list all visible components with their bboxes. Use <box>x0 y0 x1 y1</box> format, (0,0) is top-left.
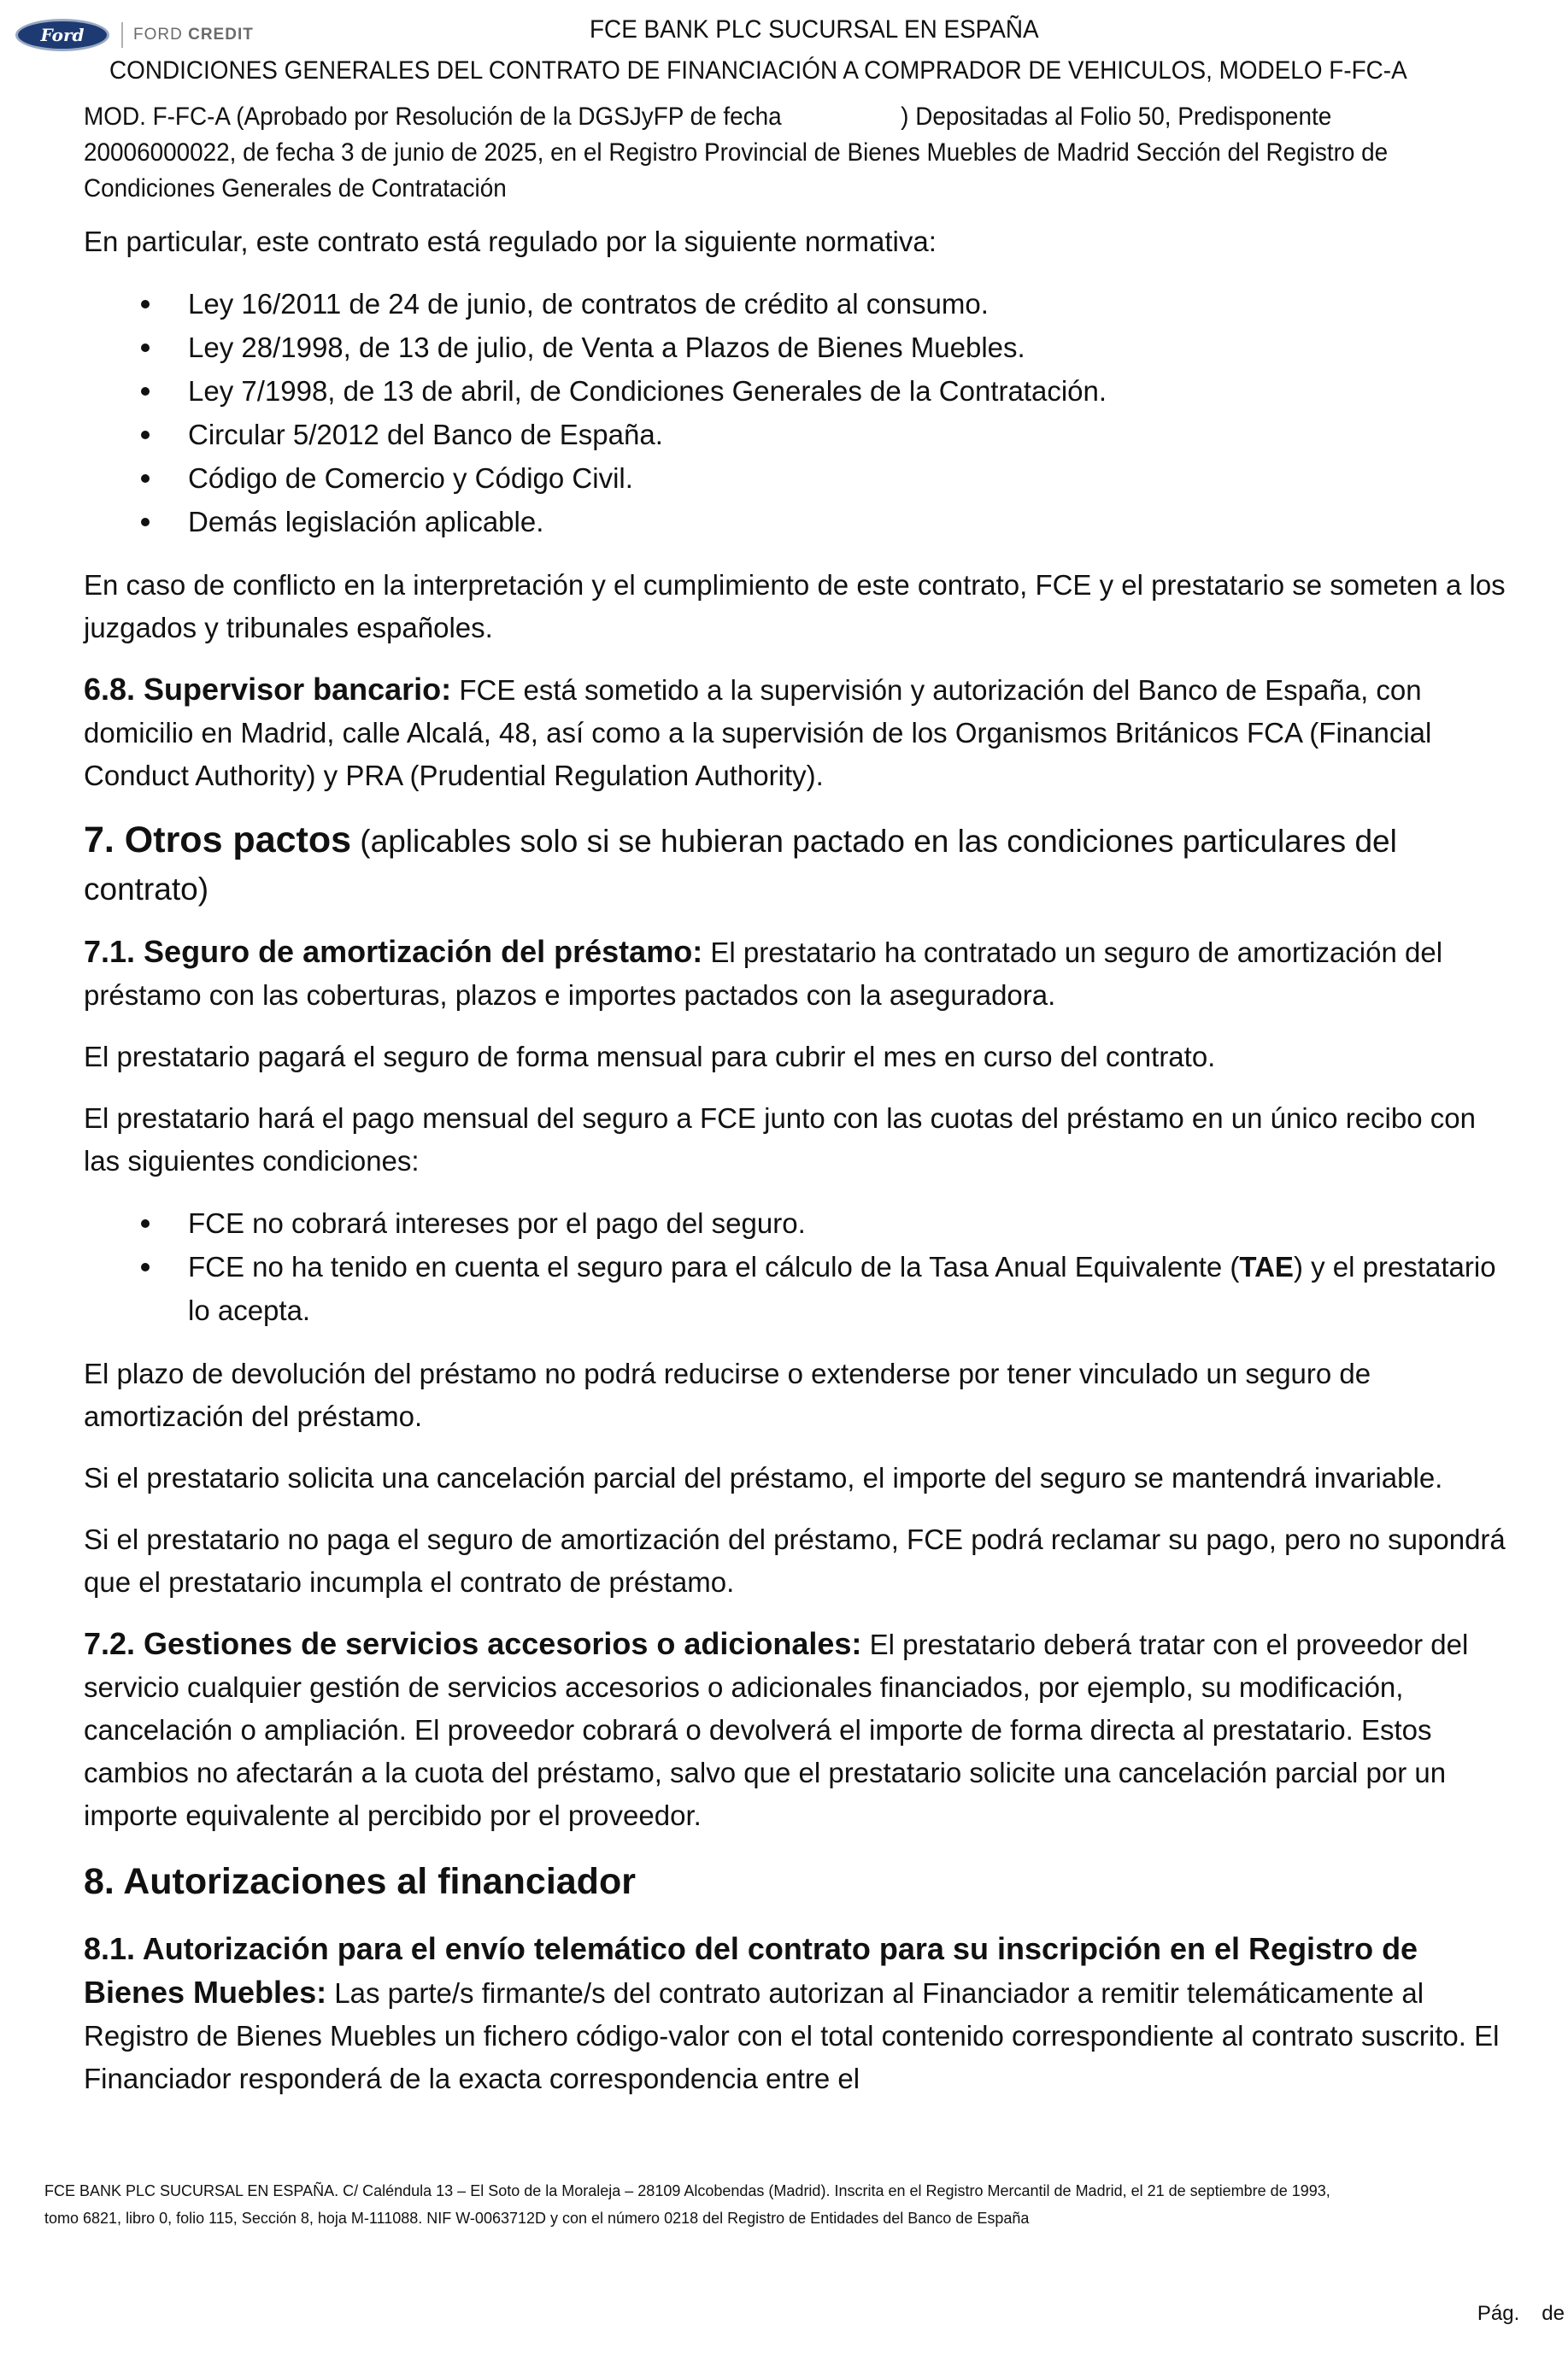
tae-label: TAE <box>1239 1251 1294 1283</box>
ford-logo-text: Ford <box>40 25 85 45</box>
page-number <box>1477 2302 1565 2326</box>
section-7-1-paragraph-2: El prestatario pagará el seguro de forma mensual para cubrir el mes en curso del contrato. <box>84 1041 1216 1072</box>
section-7-text: (aplicables solo si se hubieran pactado en las condiciones particulares del contrato) <box>84 824 1397 907</box>
registration-line-3: Condiciones Generales de Contratación <box>84 174 507 203</box>
insurance-condition-item: FCE no cobrará intereses por el pago del seguro. <box>188 1201 1519 1245</box>
section-8-heading: 8. Autorizaciones al financiador <box>84 1861 636 1902</box>
registration-line-1b: ) Depositadas al Folio 50, Predisponente <box>901 103 1332 131</box>
registration-info <box>84 99 1451 207</box>
document-body <box>84 220 1519 2119</box>
ford-credit-brand: FORD <box>133 26 183 44</box>
section-8-1-heading: 8.1. Autorización para el envío telemático del contrato para su inscripción en el Registro de Bienes Muebles: <box>84 1931 1418 2010</box>
page-footer <box>44 2177 1531 2232</box>
section-7-1 <box>84 931 1519 1017</box>
bank-title: FCE BANK PLC SUCURSAL EN ESPAÑA <box>590 15 1039 44</box>
section-7-heading: 7. Otros pactos <box>84 819 352 860</box>
law-item: Demás legislación aplicable. <box>188 500 1519 543</box>
ford-credit-word: CREDIT <box>188 26 254 44</box>
law-item: Ley 7/1998, de 13 de abril, de Condiciones Generales de la Contratación. <box>188 369 1519 413</box>
section-7-2-text: El prestatario deberá tratar con el proveedor del servicio cualquier gestión de servicios accesorios o adicionales financiados, por ejemplo, su modificación, cancelación o ampliación. El proveedor cobrará o devolverá el importe de forma directa al prestatario. Estos cambios no afectarán a la cuota del préstamo, salvo que el prestatario solicite una cancelación parcial por un importe equivalente al percibido por el proveedor. <box>84 1629 1469 1831</box>
jurisdiction-paragraph: En caso de conflicto en la interpretación y el cumplimiento de este contrato, FCE y el prestatario se someten a los juzgados y tribunales españoles. <box>84 569 1506 643</box>
section-6-8-text: FCE está sometido a la supervisión y autorización del Banco de España, con domicilio en Madrid, calle Alcalá, 48, así como a la supervisión de los Organismos Británicos FCA (Financial Conduct Authority) y PRA (Prudential Regulation Authority). <box>84 674 1432 791</box>
insurance-condition-text-b: ) y el prestatario lo acepta. <box>188 1251 1496 1326</box>
ford-credit-logo <box>133 26 254 44</box>
law-item: Código de Comercio y Código Civil. <box>188 456 1519 500</box>
page-of-label: de <box>1542 2302 1565 2325</box>
section-7-1-paragraph-5: Si el prestatario solicita una cancelación parcial del préstamo, el importe del seguro se mantendrá invariable. <box>84 1462 1443 1494</box>
registration-line-1a: MOD. F-FC-A (Aprobado por Resolución de la DGSJyFP de fecha <box>84 103 782 131</box>
section-7-1-text: El prestatario ha contratado un seguro de amortización del préstamo con las coberturas, plazos e importes pactados con la aseguradora. <box>84 936 1443 1011</box>
page-label: Pág. <box>1477 2302 1520 2325</box>
insurance-condition-item <box>188 1245 1519 1332</box>
law-item: Ley 16/2011 de 24 de junio, de contratos de crédito al consumo. <box>188 282 1519 326</box>
section-6-8-heading: 6.8. Supervisor bancario: <box>84 672 452 707</box>
normativa-intro: En particular, este contrato está regulado por la siguiente normativa: <box>84 226 937 257</box>
ford-logo <box>15 19 109 51</box>
section-7-1-paragraph-6: Si el prestatario no paga el seguro de amortización del préstamo, FCE podrá reclamar su pago, pero no supondrá que el prestatario incumpla el contrato de préstamo. <box>84 1524 1506 1598</box>
footer-line-2: tomo 6821, libro 0, folio 115, Sección 8, hoja M-111088. NIF W-0063712D y con el número 0218 del Registro de Entidades del Banco de España <box>44 2210 1030 2227</box>
section-7-1-heading: 7.1. Seguro de amortización del préstamo: <box>84 934 703 969</box>
section-8-1-text: Las parte/s firmante/s del contrato autorizan al Financiador a remitir telemáticamente al Registro de Bienes Muebles un fichero código-valor con el total contenido correspondiente al contrato suscrito. El Financiador responderá de la exacta correspondencia entre el <box>84 1977 1500 2094</box>
section-7-2 <box>84 1623 1519 1837</box>
section-7 <box>84 816 1519 913</box>
registration-line-2: 20006000022, de fecha 3 de junio de 2025, en el Registro Provincial de Bienes Muebles de Madrid Sección del Registro de <box>84 138 1389 167</box>
logo-divider <box>121 22 123 48</box>
section-7-1-paragraph-4: El plazo de devolución del préstamo no podrá reducirse o extenderse por tener vinculado un seguro de amortización del préstamo. <box>84 1358 1371 1432</box>
law-item: Circular 5/2012 del Banco de España. <box>188 413 1519 456</box>
section-7-2-heading: 7.2. Gestiones de servicios accesorios o adicionales: <box>84 1626 862 1661</box>
section-6-8 <box>84 668 1519 797</box>
contract-title: CONDICIONES GENERALES DEL CONTRATO DE FINANCIACIÓN A COMPRADOR DE VEHICULOS, MODELO F-FC-A <box>109 56 1407 85</box>
section-7-1-paragraph-3: El prestatario hará el pago mensual del seguro a FCE junto con las cuotas del préstamo en un único recibo con las siguientes condiciones: <box>84 1102 1476 1177</box>
law-item: Ley 28/1998, de 13 de julio, de Venta a Plazos de Bienes Muebles. <box>188 326 1519 369</box>
laws-list <box>84 282 1519 543</box>
insurance-conditions-list <box>84 1201 1519 1332</box>
header-logos <box>15 17 254 53</box>
registration-line-1 <box>84 99 1451 135</box>
footer-line-1: FCE BANK PLC SUCURSAL EN ESPAÑA. C/ Caléndula 13 – El Soto de la Moraleja – 28109 Alcobendas (Madrid). Inscrita en el Registro Mercantil de Madrid, el 21 de septiembre de 1993, <box>44 2182 1330 2199</box>
insurance-condition-text-a: FCE no ha tenido en cuenta el seguro para el cálculo de la Tasa Anual Equivalente ( <box>188 1251 1240 1283</box>
section-8-1 <box>84 1928 1519 2100</box>
